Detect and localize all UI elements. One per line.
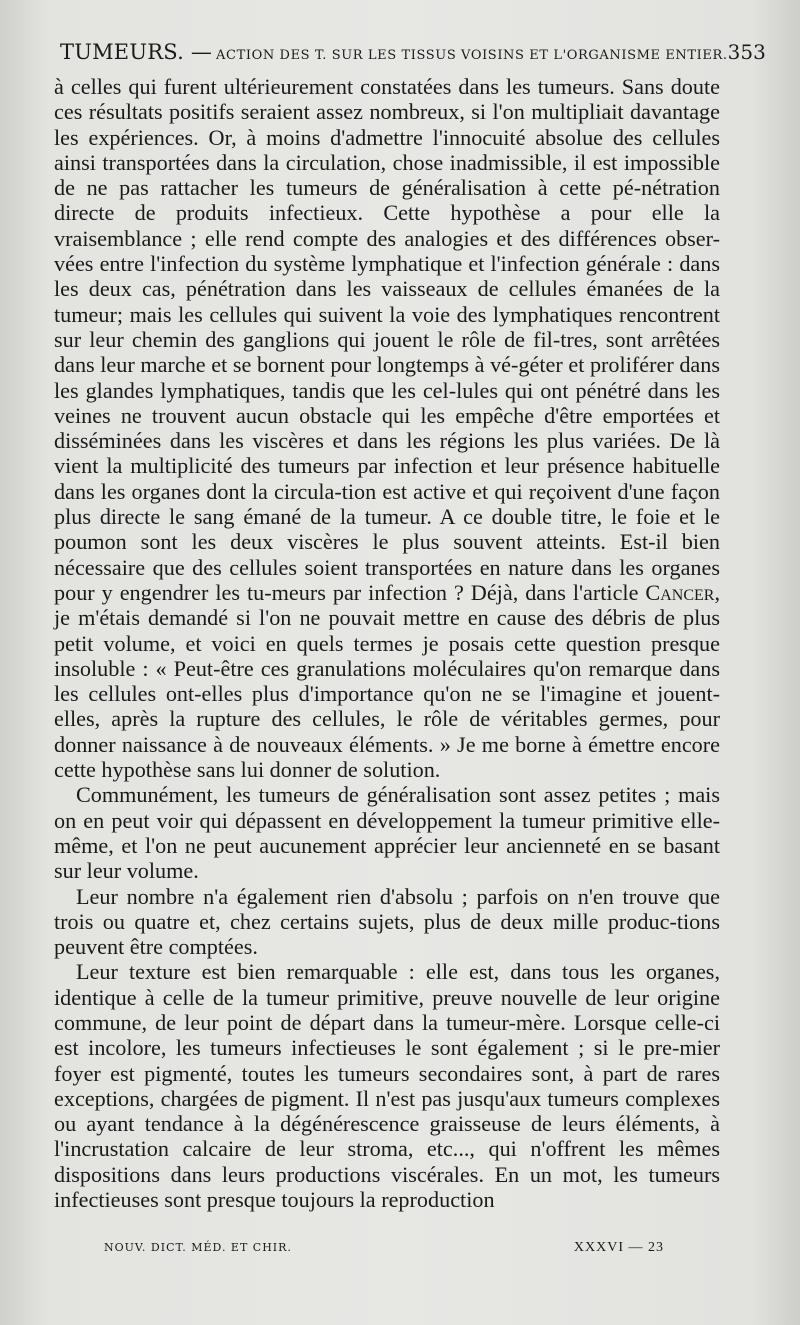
cancer-article-reference: Cancer — [645, 579, 715, 605]
paragraph-1-text-after: , je m'étais demandé si l'on ne pouvait mettre en cause des débris de plus petit volume, et voici en quels termes je posais cette question presque insoluble : « Peut-être ces granulations moléculaires qu'on remarque dans les cellules ont-elles plus d'importance qu'on ne se l'imagine et jouent-elles, après la rupture des cellules, le rôle de véritables germes, pour donner naissance à de nouveaux éléments. » Je me borne à émettre encore cette hypothèse sans lui donner de solution. — [54, 579, 720, 783]
paragraph-2: Communément, les tumeurs de généralisation sont assez petites ; mais on en peut voir qui dépassent en développement la tumeur primitive elle-même, et l'on ne peut aucunement apprécier leur ancienneté en se basant sur leur volume. — [54, 782, 720, 884]
footer-volume-signature: XXXVI — 23 — [573, 1240, 664, 1255]
running-head-subtitle: ACTION DES T. SUR LES TISSUS VOISINS ET L'ORGANISME ENTIER. — [216, 48, 728, 63]
paragraph-3: Leur nombre n'a également rien d'absolu ; parfois on n'en trouve que trois ou quatre et, chez certains sujets, plus de deux mille produc-tions peuvent être comptées. — [54, 883, 720, 960]
footer-publication-title: NOUV. DICT. MÉD. ET CHIR. — [104, 1241, 292, 1254]
paragraph-1 — [54, 74, 720, 782]
page-footer — [104, 1240, 664, 1260]
running-head — [60, 40, 766, 74]
paragraph-1-text-before: à celles qui furent ultérieurement constatées dans les tumeurs. Sans doute ces résultats positifs seraient assez nombreux, si l'on multipliait davantage les expériences. Or, à moins d'admettre l'innocuité absolue des cellules ainsi transportées dans la circulation, chose inadmissible, il est impossible de ne pas rattacher les tumeurs de généralisation à cette pé-nétration directe de produits infectieux. Cette hypothèse a pour elle la vraisemblance ; elle rend compte des analogies et des différences obser-vées entre l'infection du système lymphatique et l'infection générale : dans les deux cas, pénétration dans les vaisseaux de cellules émanées de la tumeur; mais les cellules qui suivent la voie des lymphatiques rencontrent sur leur chemin des ganglions qui jouent le rôle de fil-tres, sont arrêtées dans leur marche et se bornent pour longtemps à vé-géter et proliférer dans les glandes lymphatiques, tandis que les cel-lules qui ont pénétré dans les veines ne trouvent aucun obstacle qui les empêche d'être emportées et disséminées dans les viscères et dans les régions les plus variées. De là vient la multiplicité des tumeurs par infection et leur présence habituelle dans les organes dont la circula-tion est active et qui reçoivent d'une façon plus directe le sang émané de la tumeur. A ce double titre, le foie et le poumon sont les deux viscères le plus souvent atteints. Est-il bien nécessaire que des cellules soient transportées en nature dans les organes pour y engendrer les tu-meurs par infection ? Déjà, dans l'article — [54, 74, 720, 605]
paragraph-4: Leur texture est bien remarquable : elle est, dans tous les organes, identique à celle de la tumeur primitive, preuve nouvelle de leur origine commune, de leur point de départ dans la tumeur-mère. Lorsque celle-ci est incolore, les tumeurs infectieuses le sont également ; si le pre-mier foyer est pigmenté, toutes les tumeurs secondaires sont, à part de rares exceptions, chargées de pigment. Il n'est pas jusqu'aux tumeurs complexes ou ayant tendance à la dégénérescence graisseuse de leurs éléments, à l'incrustation calcaire de leur stroma, etc..., qui n'offrent les mêmes dispositions dans leurs productions viscérales. En un mot, les tumeurs infectieuses sont presque toujours la reproduction — [54, 959, 720, 1213]
page-number: 353 — [727, 40, 766, 64]
running-head-title: TUMEURS. — — [60, 40, 213, 64]
body-text — [54, 74, 720, 1212]
